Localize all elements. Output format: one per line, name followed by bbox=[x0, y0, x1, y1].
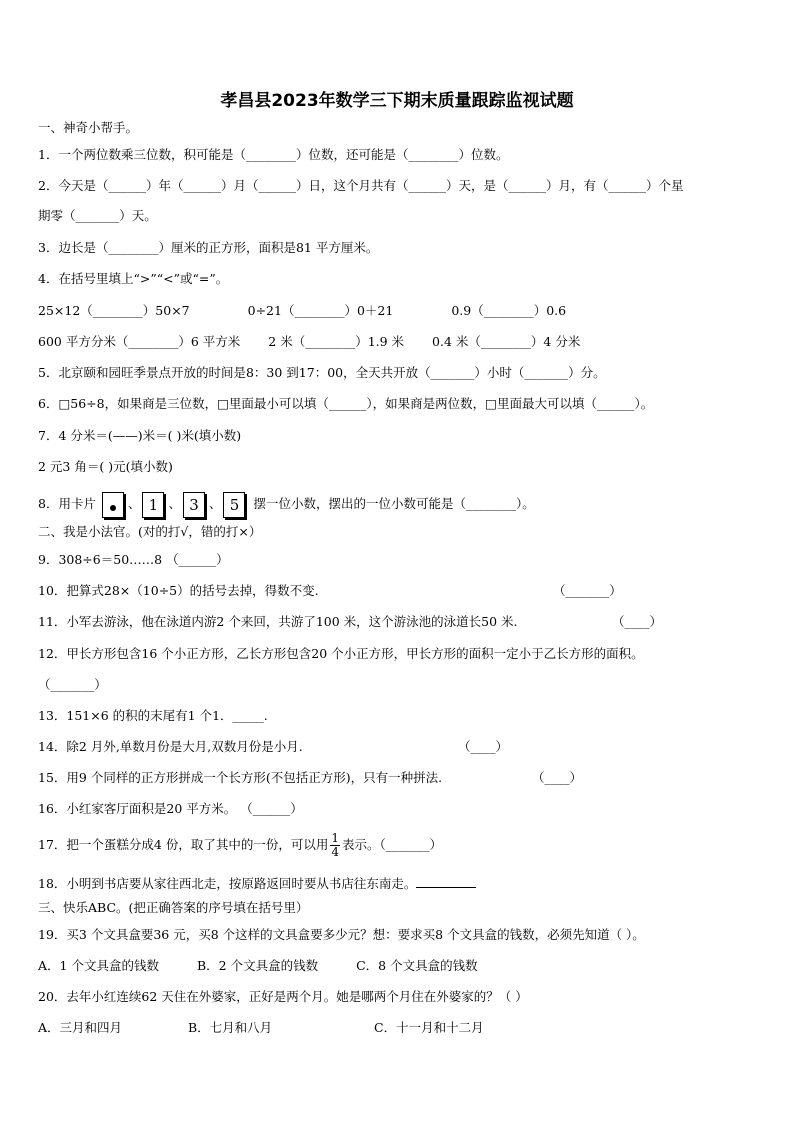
question-8-prefix: 8．用卡片 bbox=[38, 496, 96, 511]
question-2-line-1: 2．今天是（______）年（______）月（______）日，这个月共有（______）天，是（______）月，有（______）个星 bbox=[38, 178, 684, 193]
option-b: B．2 个文具盒的钱数 bbox=[196, 958, 319, 973]
question-14: 14．除2 月外,单数月份是大月,双数月份是小月. bbox=[38, 739, 303, 754]
card-dot bbox=[102, 492, 124, 518]
question-14-answer: （____） bbox=[458, 739, 509, 754]
question-10: 10．把算式28×（10÷5）的括号去掉，得数不变. bbox=[38, 583, 319, 598]
separator: 、 bbox=[168, 496, 181, 511]
compare-item: 600 平方分米（________）6 平方米 bbox=[38, 334, 241, 349]
exam-title: 孝昌县2023年数学三下期末质量跟踪监视试题 bbox=[220, 91, 574, 111]
question-7-line-2: 2 元3 角＝( )元(填小数) bbox=[38, 459, 173, 474]
section-3-heading: 三、快乐ABC。(把正确答案的序号填在括号里） bbox=[38, 900, 309, 915]
fraction-one-fourth bbox=[330, 832, 340, 859]
fraction-numerator: 1 bbox=[331, 831, 339, 845]
question-8 bbox=[38, 490, 535, 518]
question-8-suffix: 摆一位小数，摆出的一位小数可能是（________）。 bbox=[253, 496, 535, 511]
question-20-options bbox=[38, 1020, 484, 1036]
fraction-denominator: 4 bbox=[331, 845, 339, 859]
compare-item: 0.4 米（________）4 分米 bbox=[432, 334, 581, 349]
question-1: 1．一个两位数乘三位数，积可能是（________）位数，还可能是（________）位数。 bbox=[38, 147, 509, 162]
question-16: 16．小红家客厅面积是20 平方米。 （______） bbox=[38, 801, 303, 816]
question-11-answer: （____） bbox=[612, 614, 663, 629]
question-19: 19．买3 个文具盒要36 元，买8 个这样的文具盒要多少元？想：要求买8 个文具盒的钱数，必须先知道（ ）。 bbox=[38, 927, 645, 942]
card-1: 1 bbox=[142, 492, 164, 518]
question-9: 9．308÷6＝50……8 （______） bbox=[38, 552, 229, 567]
question-17-suffix: 表示。（_______） bbox=[341, 837, 442, 852]
question-15-answer: （____） bbox=[532, 770, 583, 785]
question-12-line-1: 12．甲长方形包含16 个小正方形，乙长方形包含20 个小正方形，甲长方形的面积一定小于乙长方形的面积。 bbox=[38, 646, 644, 661]
question-20: 20．去年小红连续62 天住在外婆家，正好是两个月。她是哪两个月住在外婆家的？（ ） bbox=[38, 989, 528, 1004]
dot-icon bbox=[110, 505, 116, 511]
section-1-heading: 一、神奇小帮手。 bbox=[38, 120, 139, 135]
question-13: 13．151×6 的积的末尾有1 个1．_____. bbox=[38, 708, 268, 723]
question-19-options bbox=[38, 958, 478, 974]
question-18 bbox=[38, 875, 476, 892]
question-12-line-2: （_______） bbox=[38, 677, 107, 692]
question-11: 11．小军去游泳，他在泳道内游2 个来回，共游了100 米，这个游泳池的泳道长50 米. bbox=[38, 614, 518, 629]
card-5: 5 bbox=[223, 492, 245, 518]
question-17-prefix: 17．把一个蛋糕分成4 份，取了其中的一份，可以用 bbox=[38, 837, 329, 852]
compare-item: 0÷21（________）0＋21 bbox=[247, 303, 394, 318]
compare-item: 0.9（________）0.6 bbox=[451, 303, 567, 318]
card-3: 3 bbox=[183, 492, 205, 518]
option-b: B．七月和八月 bbox=[188, 1020, 273, 1035]
compare-item: 2 米（________）1.9 米 bbox=[268, 334, 405, 349]
answer-blank bbox=[416, 875, 476, 888]
option-c: C．8 个文具盒的钱数 bbox=[356, 958, 478, 973]
question-6: 6．□56÷8，如果商是三位数，□里面最小可以填（______），如果商是两位数，□里面最大可以填（______）。 bbox=[38, 396, 654, 411]
question-17 bbox=[38, 830, 442, 860]
section-2-heading: 二、我是小法官。(对的打√，错的打×） bbox=[38, 524, 262, 539]
compare-item: 25×12（________）50×7 bbox=[38, 303, 190, 318]
option-a: A．三月和四月 bbox=[38, 1020, 123, 1035]
question-18-text: 18．小明到书店要从家往西北走，按原路返回时要从书店往东南走。 bbox=[38, 876, 417, 891]
separator: 、 bbox=[208, 496, 222, 511]
option-a: A．1 个文具盒的钱数 bbox=[38, 958, 159, 973]
question-3: 3．边长是（________）厘米的正方形，面积是81 平方厘米。 bbox=[38, 240, 379, 255]
question-15: 15．用9 个同样的正方形拼成一个长方形(不包括正方形)，只有一种拼法. bbox=[38, 770, 443, 785]
question-10-answer: （_______） bbox=[553, 583, 622, 598]
separator: 、 bbox=[127, 496, 141, 511]
question-4-row-2 bbox=[38, 334, 580, 350]
question-7-line-1: 7．4 分米＝(——)米＝( )米(填小数) bbox=[38, 428, 242, 443]
question-5: 5．北京颐和园旺季景点开放的时间是8：30 到17：00，全天共开放（_______）小时（_______）分。 bbox=[38, 365, 606, 380]
question-4-row-1 bbox=[38, 303, 566, 319]
question-2-line-2: 期零（_______）天。 bbox=[38, 208, 157, 223]
question-4: 4．在括号里填上“>”“<”或“=”。 bbox=[38, 271, 229, 286]
option-c: C．十一月和十二月 bbox=[374, 1020, 484, 1035]
